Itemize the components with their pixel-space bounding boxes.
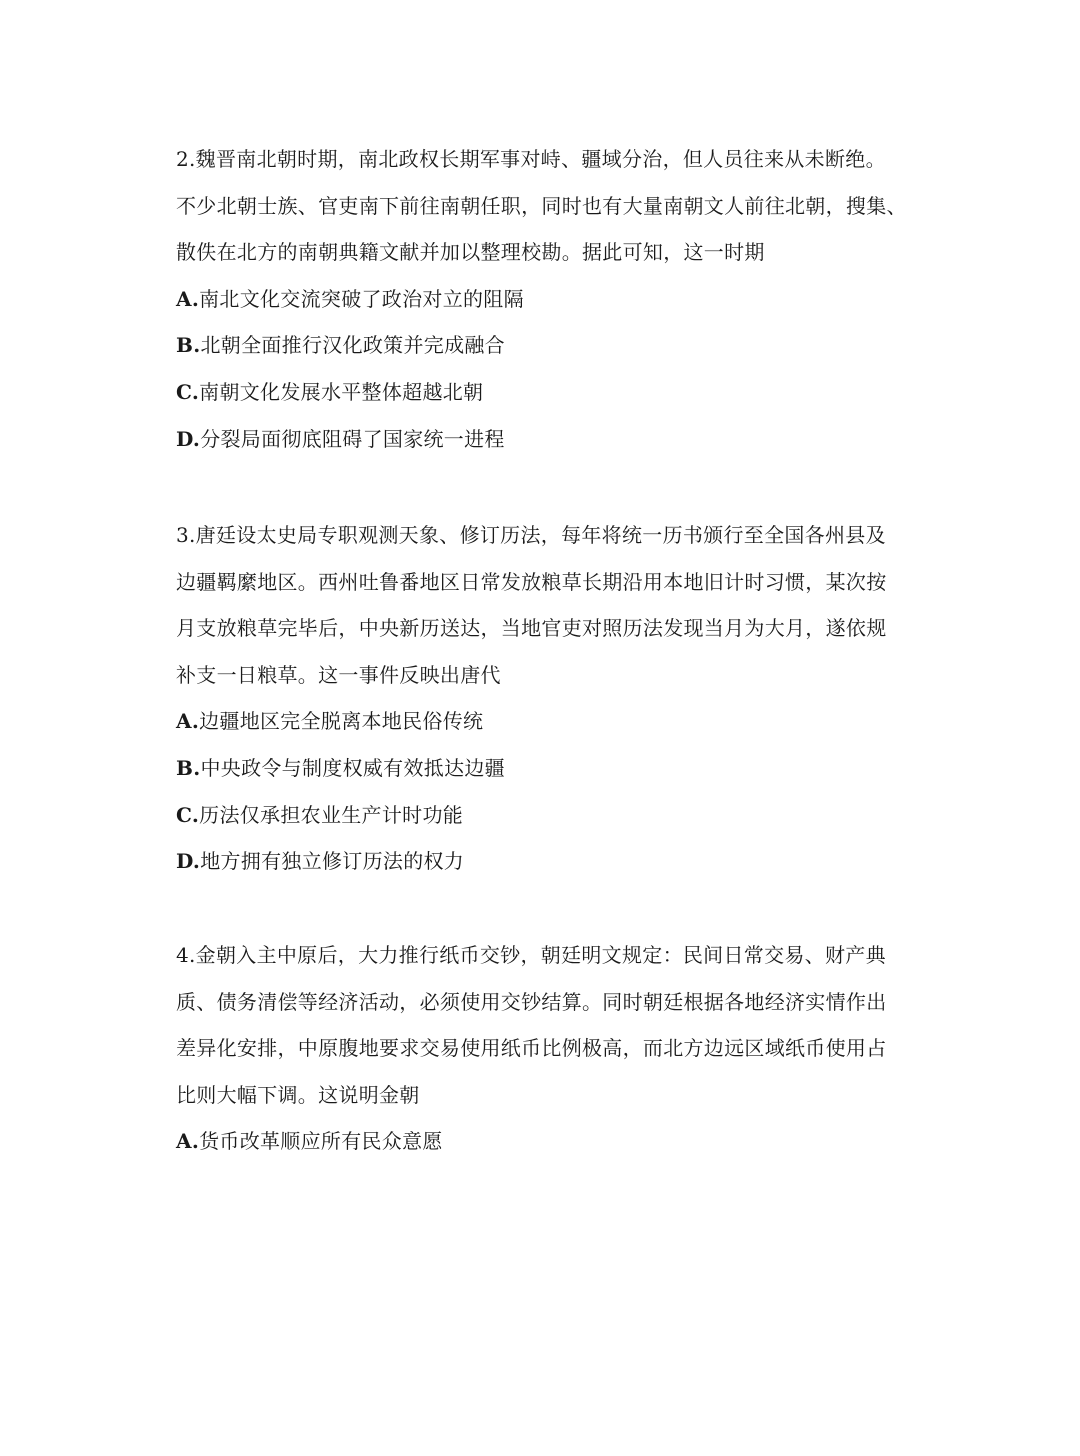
question-stem-line: 月支放粮草完毕后，中央新历送达，当地官吏对照历法发现当月为大月，遂依规 xyxy=(176,616,887,641)
question-stem-line: 2.魏晋南北朝时期，南北政权长期军事对峙、疆域分治，但人员往来从未断绝。 xyxy=(176,147,886,171)
option-text: 边疆地区完全脱离本地民俗传统 xyxy=(199,709,484,734)
question-stem-line: 4.金朝入主中原后，大力推行纸币交钞，朝廷明文规定：民间日常交易、财产典 xyxy=(176,943,886,967)
option-letter: C. xyxy=(176,802,200,827)
option-text: 货币改革顺应所有民众意愿 xyxy=(199,1129,443,1154)
question-stem-line: 补支一日粮草。这一事件反映出唐代 xyxy=(176,662,501,687)
option-letter: D. xyxy=(176,849,201,874)
question-4 xyxy=(176,932,916,1165)
option-letter: C. xyxy=(176,379,200,404)
option-letter: A. xyxy=(176,709,200,734)
option-c xyxy=(176,369,916,416)
option-text: 地方拥有独立修订历法的权力 xyxy=(200,849,465,874)
option-text: 分裂局面彻底阻碍了国家统一进程 xyxy=(200,426,505,451)
question-stem-line: 差异化安排，中原腹地要求交易使用纸币比例极高，而北方边远区域纸币使用占 xyxy=(176,1036,887,1061)
option-a xyxy=(176,1118,916,1165)
option-text: 中央政令与制度权威有效抵达边疆 xyxy=(200,755,505,780)
option-d xyxy=(176,416,916,463)
question-stem-line: 散佚在北方的南朝典籍文献并加以整理校勘。据此可知，这一时期 xyxy=(176,240,765,265)
option-text: 南北文化交流突破了政治对立的阻隔 xyxy=(199,286,524,311)
option-letter: A. xyxy=(176,1129,200,1154)
option-letter: D. xyxy=(176,426,201,451)
option-text: 历法仅承担农业生产计时功能 xyxy=(199,802,464,827)
option-letter: B. xyxy=(176,755,201,780)
option-c xyxy=(176,792,916,839)
option-b xyxy=(176,745,916,792)
question-stem-line: 边疆羁縻地区。西州吐鲁番地区日常发放粮草长期沿用本地旧计时习惯，某次按 xyxy=(176,569,887,594)
question-3 xyxy=(176,512,916,885)
option-text: 北朝全面推行汉化政策并完成融合 xyxy=(200,333,505,358)
option-d xyxy=(176,838,916,885)
option-b xyxy=(176,322,916,369)
question-2 xyxy=(176,136,916,462)
option-letter: B. xyxy=(176,333,201,358)
question-stem-line: 不少北朝士族、官吏南下前往南朝任职，同时也有大量南朝文人前往北朝，搜集、 xyxy=(176,193,907,218)
option-text: 南朝文化发展水平整体超越北朝 xyxy=(199,379,484,404)
option-letter: A. xyxy=(176,286,200,311)
question-stem-line: 质、债务清偿等经济活动，必须使用交钞结算。同时朝廷根据各地经济实情作出 xyxy=(176,989,887,1014)
option-a xyxy=(176,276,916,323)
option-a xyxy=(176,698,916,745)
question-stem-line: 3.唐廷设太史局专职观测天象、修订历法，每年将统一历书颁行至全国各州县及 xyxy=(176,523,886,547)
question-stem-line: 比则大幅下调。这说明金朝 xyxy=(176,1082,420,1107)
